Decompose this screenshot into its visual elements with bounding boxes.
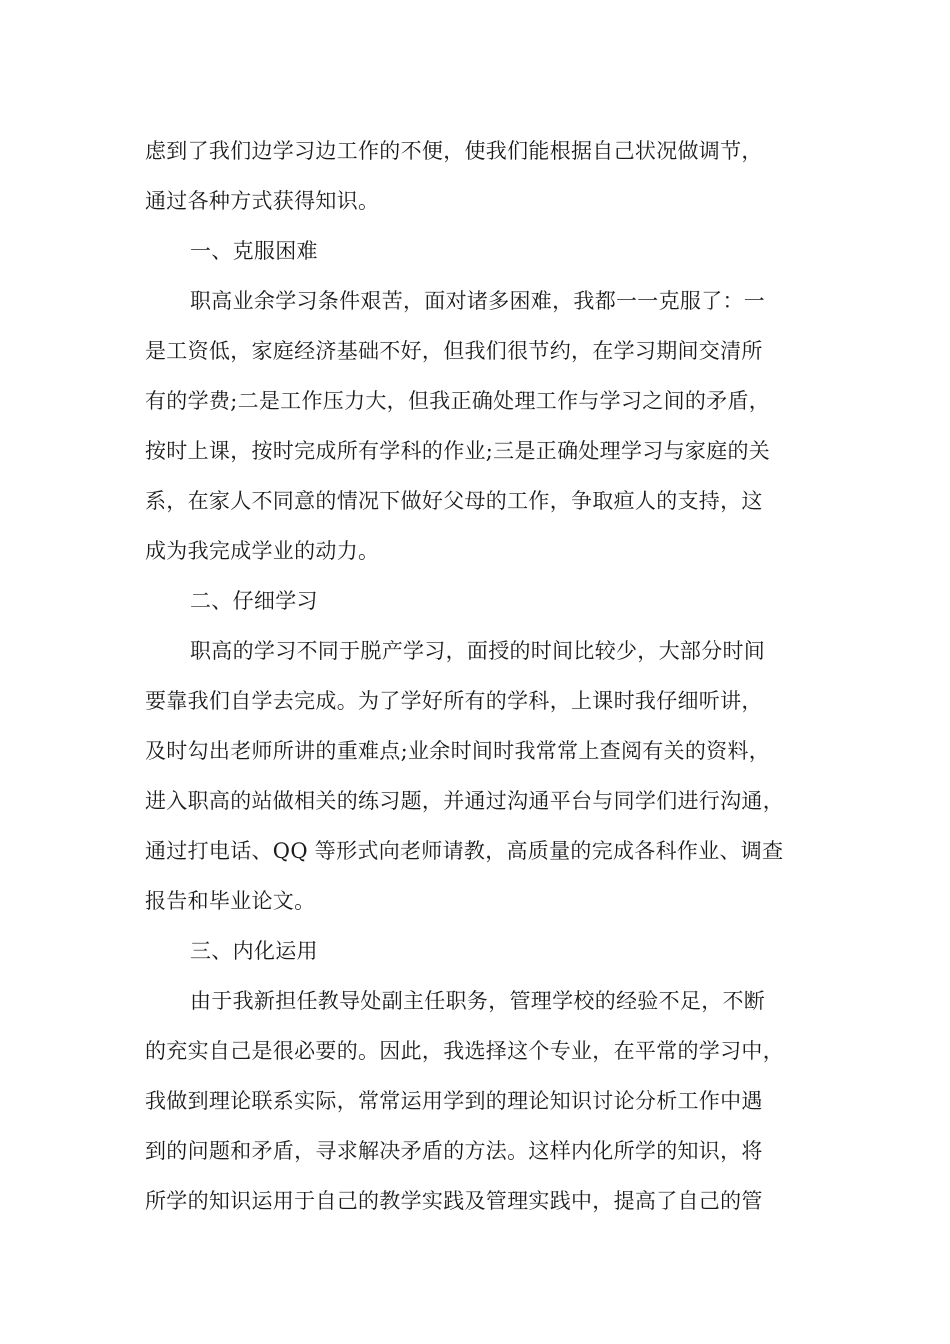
text-line: 通过各种方式获得知识。 xyxy=(145,189,380,213)
text-line: 虑到了我们边学习边工作的不便，使我们能根据自己状况做调节， xyxy=(145,139,763,163)
text-line: 要靠我们自学去完成。为了学好所有的学科，上课时我仔细听讲， xyxy=(145,689,763,713)
text-line: 所学的知识运用于自己的教学实践及管理实践中，提高了自己的管 xyxy=(145,1189,763,1213)
text-line: 有的学费;二是工作压力大，但我正确处理工作与学习之间的矛盾， xyxy=(145,389,771,413)
section-heading: 一、克服困难 xyxy=(190,239,318,263)
text-line: 成为我完成学业的动力。 xyxy=(145,539,380,563)
text-line: 系，在家人不同意的情况下做好父母的工作，争取疸人的支持，这 xyxy=(145,489,763,513)
text-line: 由于我新担任教导处副主任职务，管理学校的经验不足，不断 xyxy=(190,989,766,1013)
text-line: 按时上课，按时完成所有学科的作业;三是正确处理学习与家庭的关 xyxy=(145,439,771,463)
text-line: 及时勾出老师所讲的重难点;业余时间时我常常上查阅有关的资料， xyxy=(145,739,771,763)
text-line: 职高的学习不同于脱产学习，面授的时间比较少，大部分时间 xyxy=(190,639,766,663)
text-line: 是工资低，家庭经济基础不好，但我们很节约，在学习期间交清所 xyxy=(145,339,763,363)
text-line: 我做到理论联系实际，常常运用学到的理论知识讨论分析工作中遇 xyxy=(145,1089,763,1113)
text-line: 进入职高的站做相关的练习题，并通过沟通平台与同学们进行沟通， xyxy=(145,789,784,813)
text-line: 到的问题和矛盾，寻求解决矛盾的方法。这样内化所学的知识，将 xyxy=(145,1139,763,1163)
text-line: 职高业余学习条件艰苦，面对诸多困难，我都一一克服了：一 xyxy=(190,289,766,313)
section-heading: 二、仔细学习 xyxy=(190,589,318,613)
section-heading: 三、内化运用 xyxy=(190,939,318,963)
text-line: 的充实自己是很必要的。因此，我选择这个专业，在平常的学习中， xyxy=(145,1039,784,1063)
text-line: 通过打电话、QQ 等形式向老师请教，高质量的完成各科作业、调查 xyxy=(145,839,784,863)
text-line: 报告和毕业论文。 xyxy=(145,889,316,913)
